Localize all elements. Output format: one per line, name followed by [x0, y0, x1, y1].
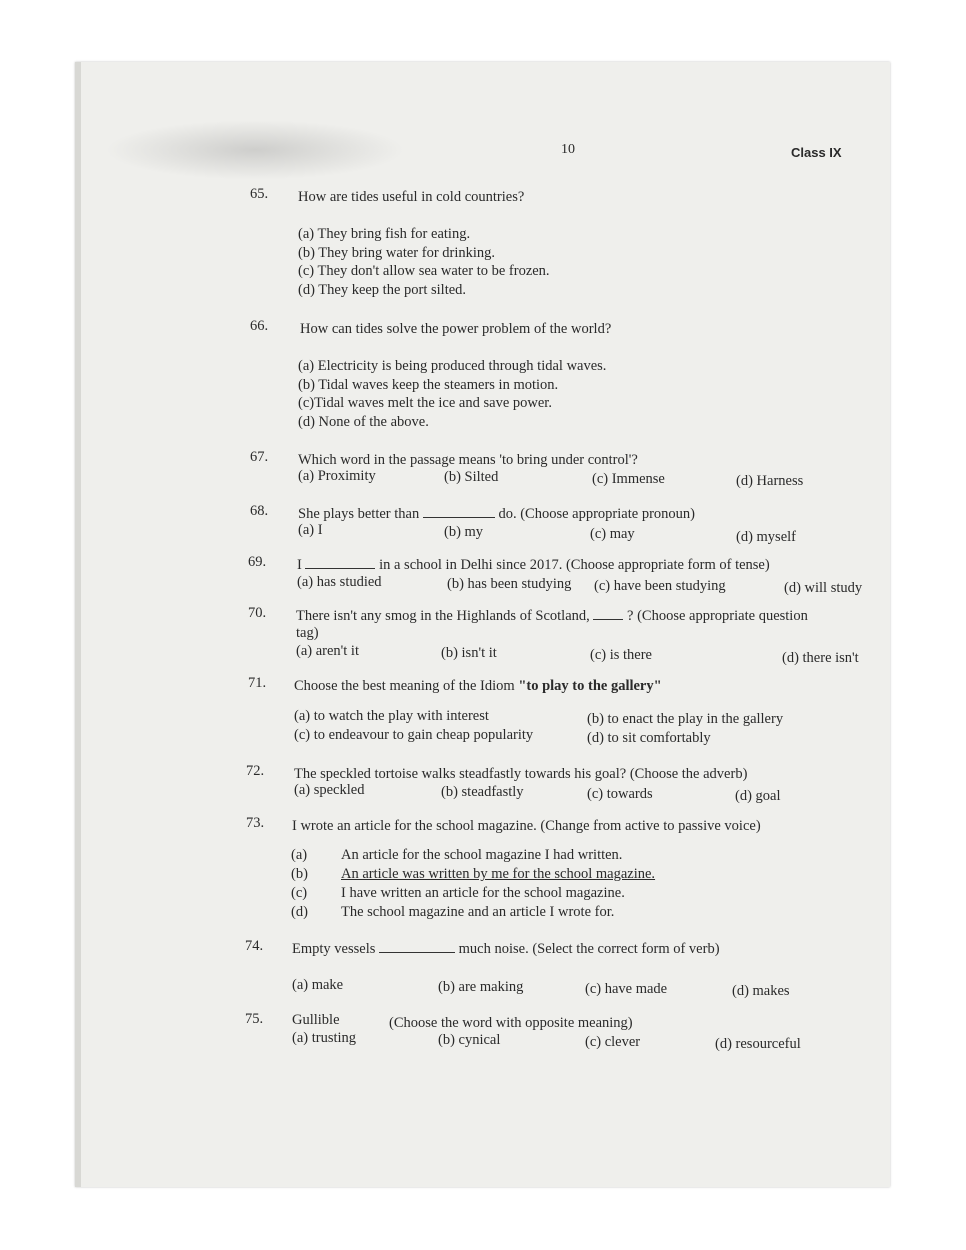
option: (b) Silted [444, 469, 499, 485]
question-text: Which word in the passage means 'to bring under control'? [298, 452, 638, 468]
question-text [294, 677, 662, 696]
option-row [291, 884, 655, 903]
option: (a) Electricity is being produced through tidal waves. [298, 358, 607, 374]
option: (a) trusting [292, 1030, 357, 1046]
option: (a) speckled [294, 782, 365, 798]
option: (b) They bring water for drinking. [298, 244, 496, 261]
question-text [296, 607, 808, 626]
question-instruction: (Choose the word with opposite meaning) [389, 1015, 633, 1031]
option: (d) to sit comfortably [587, 730, 711, 746]
option: (a) aren't it [296, 643, 359, 659]
option: (c) have made [585, 981, 668, 997]
option: An article was written by me for the school magazine. [341, 866, 656, 882]
question-text-part: I [297, 557, 302, 573]
question-text: The speckled tortoise walks steadfastly towards his goal? (Choose the adverb) [294, 766, 748, 782]
option-label: (c) [291, 885, 308, 901]
question-number: 73. [246, 815, 265, 831]
option: (c) have been studying [594, 578, 726, 594]
option: (b) my [444, 524, 484, 540]
paper-shadow [105, 120, 405, 180]
question-number: 74. [245, 938, 264, 954]
option: (d) there isn't [782, 650, 859, 666]
option: (c) may [590, 526, 635, 542]
option: (c) Immense [592, 471, 665, 487]
option-list [298, 357, 606, 431]
answer-blank [593, 607, 623, 620]
option: (b) Tidal waves keep the steamers in motion. [298, 376, 559, 393]
option: (d) None of the above. [298, 413, 429, 430]
answer-blank [423, 505, 495, 518]
option: (b) has been studying [447, 576, 572, 592]
question-text-part: Empty vessels [292, 941, 376, 957]
option: (b) steadfastly [441, 784, 524, 800]
option: (d) They keep the port silted. [298, 281, 467, 298]
option: (a) Proximity [298, 468, 376, 484]
option-label: (d) [291, 904, 308, 920]
option: (b) isn't it [441, 645, 497, 661]
question-text-part: much noise. (Select the correct form of verb) [458, 941, 720, 957]
option: An article for the school magazine I had written. [341, 847, 623, 863]
question-number: 65. [250, 186, 269, 202]
question-number: 69. [248, 554, 267, 570]
option-label: (b) [291, 866, 308, 882]
idiom-text: "to play to the gallery" [518, 678, 662, 694]
option-row [291, 846, 655, 865]
option: (c) towards [587, 786, 653, 802]
question-number: 66. [250, 318, 269, 334]
option: I have written an article for the school magazine. [341, 885, 625, 901]
option: (c) They don't allow sea water to be frozen. [298, 263, 550, 279]
option: (c)Tidal waves melt the ice and save power. [298, 395, 552, 411]
question-number: 75. [245, 1011, 264, 1027]
answer-blank [305, 556, 375, 569]
option: (a) make [292, 977, 344, 993]
option: (b) are making [438, 979, 524, 995]
question-number: 71. [248, 675, 267, 691]
option: (d) will study [784, 580, 863, 596]
question-text-part: She plays better than [298, 506, 420, 522]
question-text-line2: tag) [296, 625, 319, 641]
question-text-part: There isn't any smog in the Highlands of Scotland, [296, 608, 590, 624]
class-label: Class IX [791, 145, 842, 160]
option: (a) I [298, 522, 323, 538]
option-list [291, 846, 655, 922]
question-text: How can tides solve the power problem of the world? [300, 321, 612, 337]
option-label: (a) [291, 847, 308, 863]
option: (c) clever [585, 1034, 641, 1050]
question-text: I wrote an article for the school magazine. (Change from active to passive voice) [292, 818, 761, 834]
option: The school magazine and an article I wrote for. [341, 904, 615, 920]
option-row [291, 865, 655, 884]
option-row [291, 903, 655, 922]
option: (d) goal [735, 788, 781, 804]
option: (a) to watch the play with interest [294, 708, 489, 724]
question-number: 72. [246, 763, 265, 779]
option: (d) Harness [736, 473, 804, 489]
page-number: 10 [561, 142, 575, 157]
option: (b) to enact the play in the gallery [587, 711, 784, 727]
question-text [298, 505, 695, 524]
question-text [297, 556, 770, 575]
option: (a) They bring fish for eating. [298, 226, 471, 242]
option: (b) cynical [438, 1032, 501, 1048]
option-list [298, 225, 550, 299]
question-number: 68. [250, 503, 269, 519]
question-number: 70. [248, 605, 267, 621]
question-text-part: ? (Choose appropriate question [627, 608, 808, 624]
question-text: How are tides useful in cold countries? [298, 189, 525, 205]
question-text-part: Choose the best meaning of the Idiom [294, 678, 515, 694]
question-word: Gullible [292, 1012, 340, 1028]
question-number: 67. [250, 449, 269, 465]
question-text [292, 940, 720, 959]
option: (c) is there [590, 647, 652, 663]
answer-blank [379, 940, 455, 953]
option: (d) makes [732, 983, 790, 999]
option: (a) has studied [297, 574, 382, 590]
question-text-part: do. (Choose appropriate pronoun) [498, 506, 695, 522]
option: (d) resourceful [715, 1036, 801, 1052]
option: (c) to endeavour to gain cheap popularity [294, 727, 534, 743]
option: (d) myself [736, 529, 796, 545]
question-text-part: in a school in Delhi since 2017. (Choose appropriate form of tense) [379, 557, 770, 573]
